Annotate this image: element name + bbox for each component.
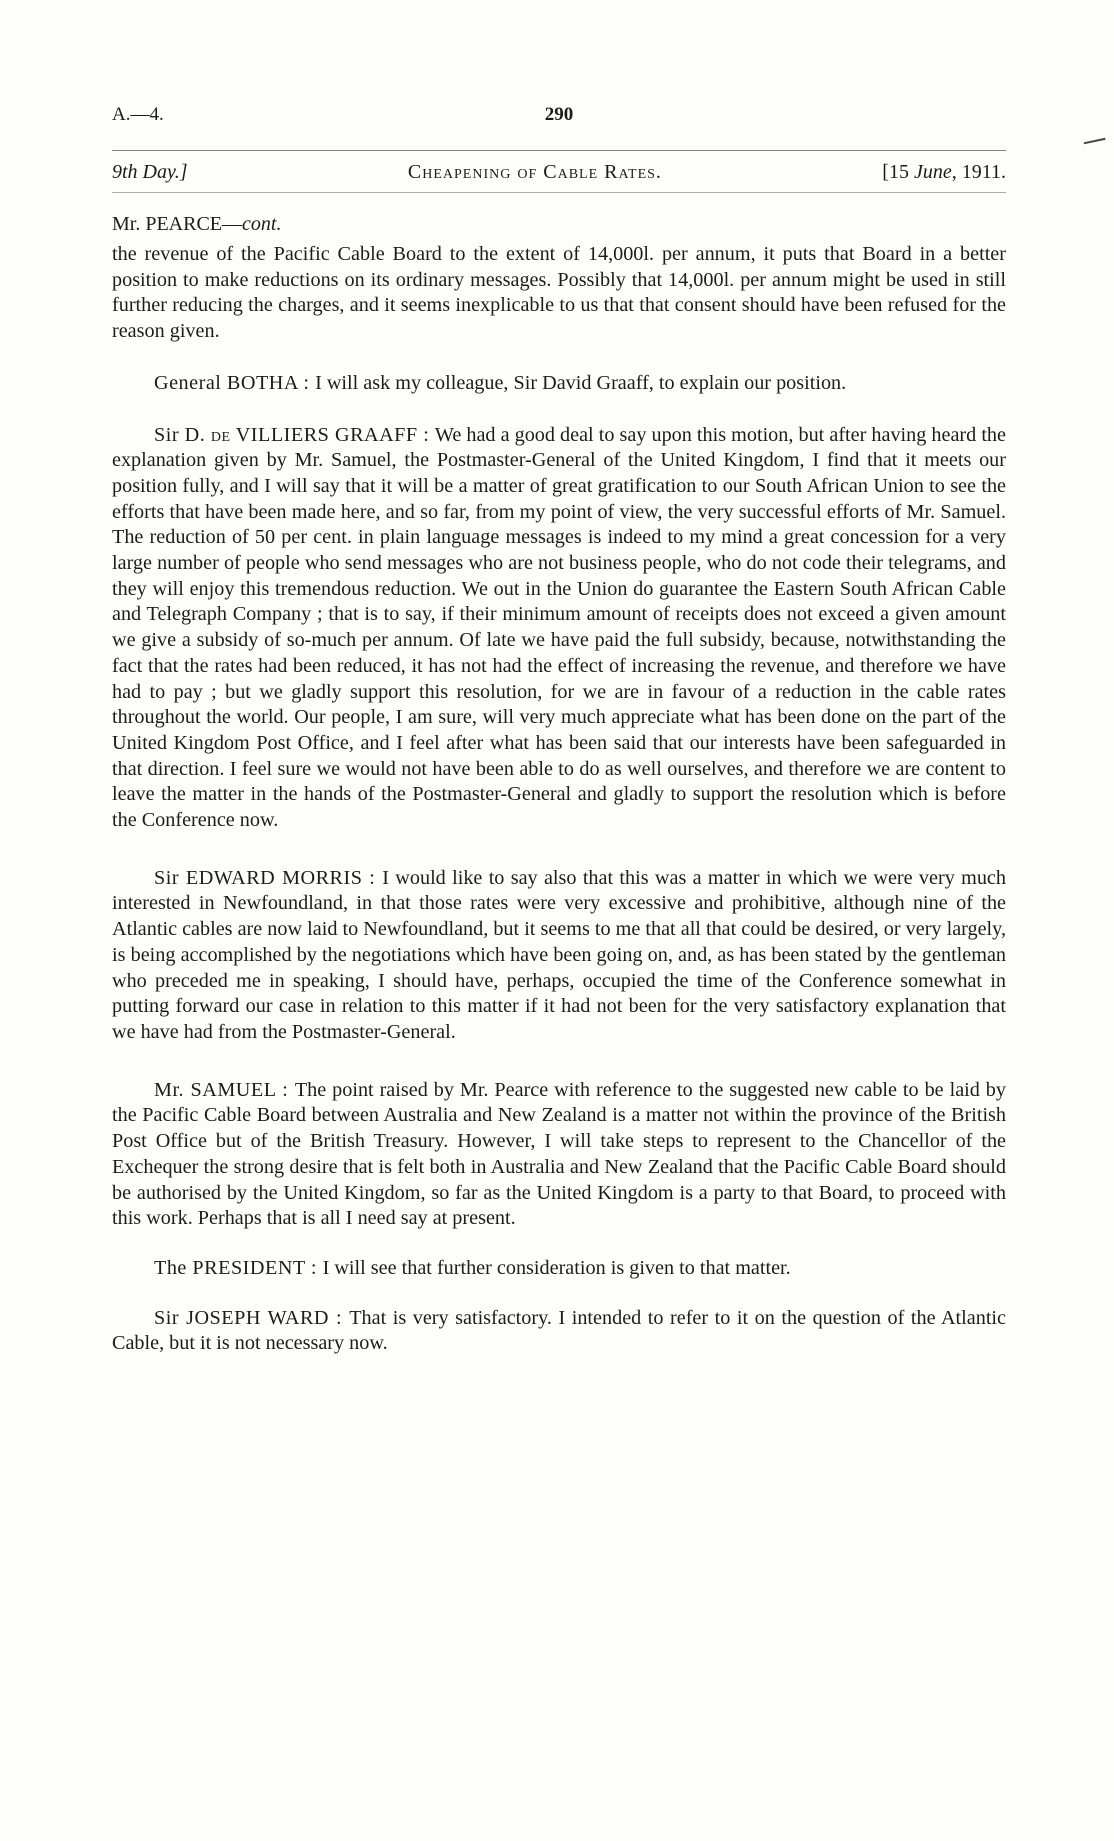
continued-label: cont.	[242, 213, 282, 235]
date-prefix: [15	[882, 161, 914, 183]
paragraph-text: That is very satisfactory. I intended to refer to it on the question of the Atlantic Cable, but it is not necessary now.	[112, 1306, 1006, 1355]
speaker-name-particle: de	[210, 423, 231, 446]
paragraph-text: I will see that further consideration is given to that matter.	[322, 1256, 791, 1279]
paragraph-morris	[112, 866, 1006, 1046]
paragraph-text: the revenue of the Pacific Cable Board to the extent of 14,000l. per annum, it puts that Board in a better position to make reductions on its ordinary messages. Possibly that 14,000l. per annum might be used in still further reducing the charges, and it seems inexplicable to us that that consent should have been refused for the reason given.	[112, 243, 1006, 343]
speaker-name	[154, 424, 435, 446]
page-header	[112, 98, 1006, 132]
margin-mark	[1084, 138, 1107, 148]
speaker-name: The PRESIDENT :	[154, 1256, 323, 1279]
speaker-name: Sir EDWARD MORRIS :	[154, 866, 383, 889]
speaker-name: General BOTHA :	[154, 371, 316, 394]
header-rule-bottom	[112, 192, 1006, 193]
document-reference: A.—4.	[112, 104, 164, 125]
paragraph-president	[112, 1256, 1006, 1282]
running-head-title: Cheapening of Cable Rates.	[407, 161, 662, 183]
paragraph-text: The point raised by Mr. Pearce with reference to the suggested new cable to be laid by the Pacific Cable Board between Australia and New Zealand is a matter not within the province of the British Post Office but of the British Treasury. However, I will take steps to represent to the Chancellor of the Exchequer the strong desire that is felt both in Australia and New Zealand that the Pacific Cable Board should be authorised by the United Kingdom, so far as the United Kingdom is a party to that Board, to proceed with this work. Perhaps that is all I need say at present.	[112, 1078, 1006, 1230]
speaker-name: Sir JOSEPH WARD :	[154, 1306, 350, 1329]
date-month: June	[913, 161, 952, 183]
continued-speaker-name: Mr. PEARCE—	[112, 213, 243, 235]
paragraph-text: We had a good deal to say upon this motion, but after having heard the explanation given by Mr. Samuel, the Postmaster-General of the United Kingdom, I find that it meets our position fully, and I will say that it will be a matter of great gratification to our South African Union to see the efforts that have been made here, and so far, from my point of view, the very successful efforts of Mr. Samuel. The reduction of 50 per cent. in plain language messages is indeed to my mind a great concession for a very large number of people who send messages who are not business people, who do not code their telegrams, and they will enjoy this tremendous reduction. We out in the Union do guarantee the Eastern South African Cable and Telegraph Company ; that is to say, if their minimum amount of receipts does not exceed a given amount we give a subsidy of so-much per annum. Of late we have paid the full subsidy, because, notwithstanding the fact that the rates had been reduced, it has not had the effect of increasing the revenue, and therefore we have had to pay ; but we gladly support this resolution, for we are in favour of a reduction in the cable rates throughout the world. Our people, I am sure, will very much appreciate what has been done on the part of the United Kingdom Post Office, and I feel after what has been said that our interests have been safeguarded in that direction. I feel sure we would not have been able to do as well ourselves, and therefore we are content to leave the matter in the hands of the Postmaster-General and gladly to support the resolution which is before the Conference now.	[112, 423, 1006, 832]
paragraph-graaff	[112, 423, 1006, 834]
document-page	[112, 98, 1006, 1357]
speaker-name: Mr. SAMUEL :	[154, 1078, 295, 1101]
running-head-date	[882, 161, 1006, 184]
page-number: 290	[544, 104, 574, 125]
date-suffix: , 1911.	[951, 161, 1006, 183]
paragraph-samuel	[112, 1078, 1006, 1232]
running-head-day: 9th Day.]	[112, 161, 188, 183]
paragraph-ward	[112, 1306, 1006, 1357]
continued-speaker	[112, 213, 1006, 236]
speaker-name-part: VILLIERS GRAAFF :	[230, 423, 435, 446]
speaker-name-part: Sir D.	[154, 423, 211, 446]
paragraph-pearce-continued	[112, 242, 1006, 345]
paragraph-text: I will ask my colleague, Sir David Graaff, to explain our position.	[315, 371, 847, 394]
paragraph-text: I would like to say also that this was a matter in which we were very much interested in Newfoundland, in that those rates were very excessive and prohibitive, although nine of the Atlantic cables are now laid to Newfoundland, but it seems to me that all that could be desired, or very largely, is being accomplished by the negotiations which have been going on, and, as has been stated by the gentleman who preceded me in speaking, I should have, perhaps, occupied the time of the Conference somewhat in putting forward our case in relation to this matter if it had not been for the very satisfactory explanation that we have had from the Postmaster-General.	[112, 866, 1006, 1043]
paragraph-botha	[112, 371, 1006, 397]
running-head	[112, 151, 1006, 192]
